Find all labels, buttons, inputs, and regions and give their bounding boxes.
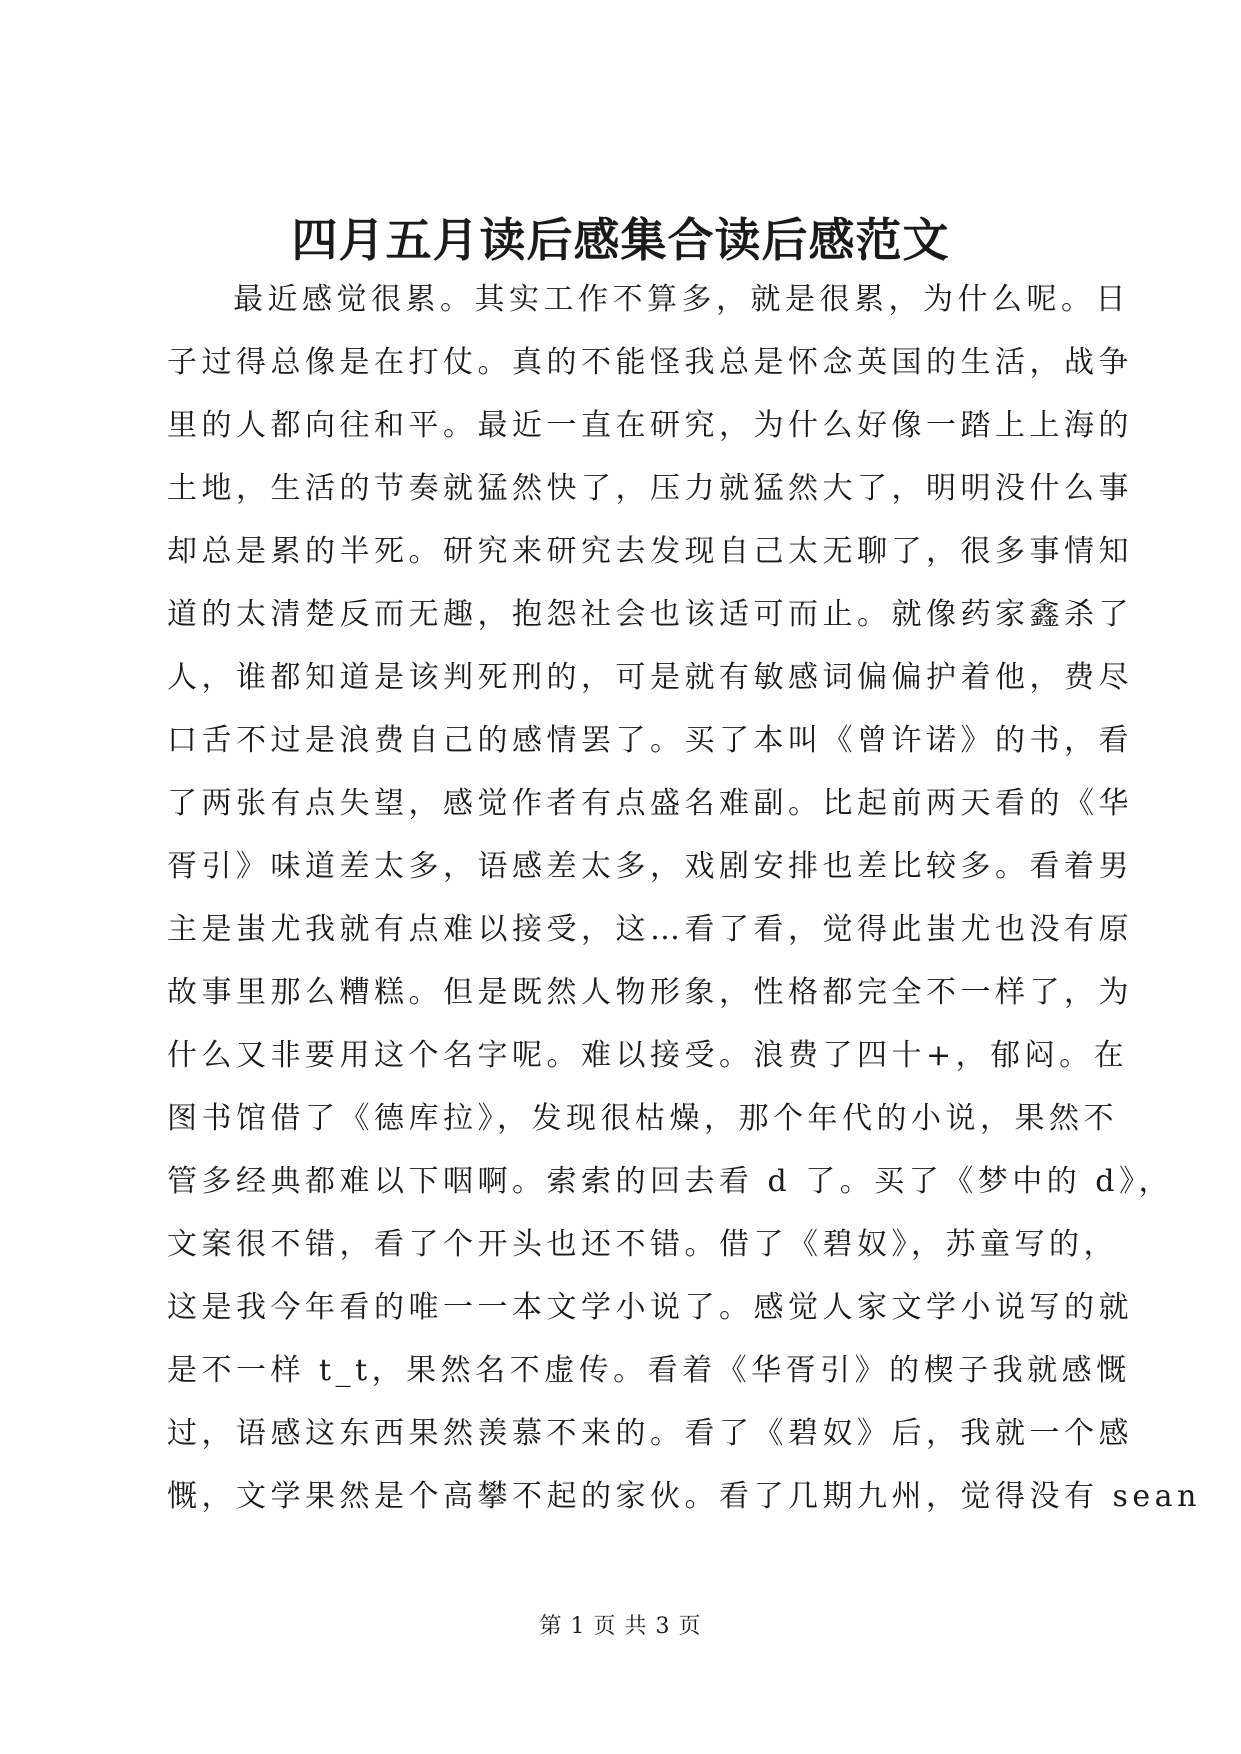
- text-line: 故事里那么糟糕。但是既然人物形象，性格都完全不一样了，为: [167, 975, 1133, 1010]
- page-title: 四月五月读后感集合读后感范文: [291, 213, 950, 267]
- text-line: 文案很不错，看了个开头也还不错。借了《碧奴》，苏童写的，: [167, 1227, 1118, 1262]
- text-line: 最近感觉很累。其实工作不算多，就是很累，为什么呢。日: [233, 282, 1130, 317]
- text-line: 什么又非要用这个名字呢。难以接受。浪费了四十+，郁闷。在: [167, 1038, 1129, 1073]
- text-line: 管多经典都难以下咽啊。索索的回去看 d 了。买了《梦中的 d》，: [167, 1164, 1174, 1199]
- text-line: 土地，生活的节奏就猛然快了，压力就猛然大了，明明没什么事: [167, 471, 1133, 506]
- text-line: 过，语感这东西果然羡慕不来的。看了《碧奴》后，我就一个感: [167, 1416, 1133, 1451]
- text-line: 子过得总像是在打仗。真的不能怪我总是怀念英国的生活，战争: [167, 345, 1133, 380]
- text-line: 胥引》味道差太多，语感差太多，戏剧安排也差比较多。看着男: [167, 849, 1133, 884]
- text-line: 主是蚩尤我就有点难以接受，这…看了看，觉得此蚩尤也没有原: [167, 912, 1133, 947]
- text-line: 慨，文学果然是个高攀不起的家伙。看了几期九州，觉得没有 sean: [167, 1479, 1201, 1514]
- text-line: 口舌不过是浪费自己的感情罢了。买了本叫《曾许诺》的书，看: [167, 723, 1133, 758]
- text-line: 这是我今年看的唯一一本文学小说了。感觉人家文学小说写的就: [167, 1290, 1133, 1325]
- text-line: 道的太清楚反而无趣，抱怨社会也该适可而止。就像药家鑫杀了: [167, 597, 1133, 632]
- text-line: 图书馆借了《德库拉》，发现很枯燥，那个年代的小说，果然不: [167, 1101, 1118, 1136]
- text-line: 人，谁都知道是该判死刑的，可是就有敏感词偏偏护着他，费尽: [167, 660, 1133, 695]
- page-footer: 第 1 页 共 3 页: [539, 1614, 702, 1639]
- text-line: 里的人都向往和平。最近一直在研究，为什么好像一踏上上海的: [167, 408, 1133, 443]
- text-line: 了两张有点失望，感觉作者有点盛名难副。比起前两天看的《华: [167, 786, 1133, 821]
- text-line: 却总是累的半死。研究来研究去发现自己太无聊了，很多事情知: [167, 534, 1133, 569]
- text-line: 是不一样 t_t，果然名不虚传。看着《华胥引》的楔子我就感慨: [167, 1353, 1131, 1388]
- body-text: [167, 268, 1201, 1528]
